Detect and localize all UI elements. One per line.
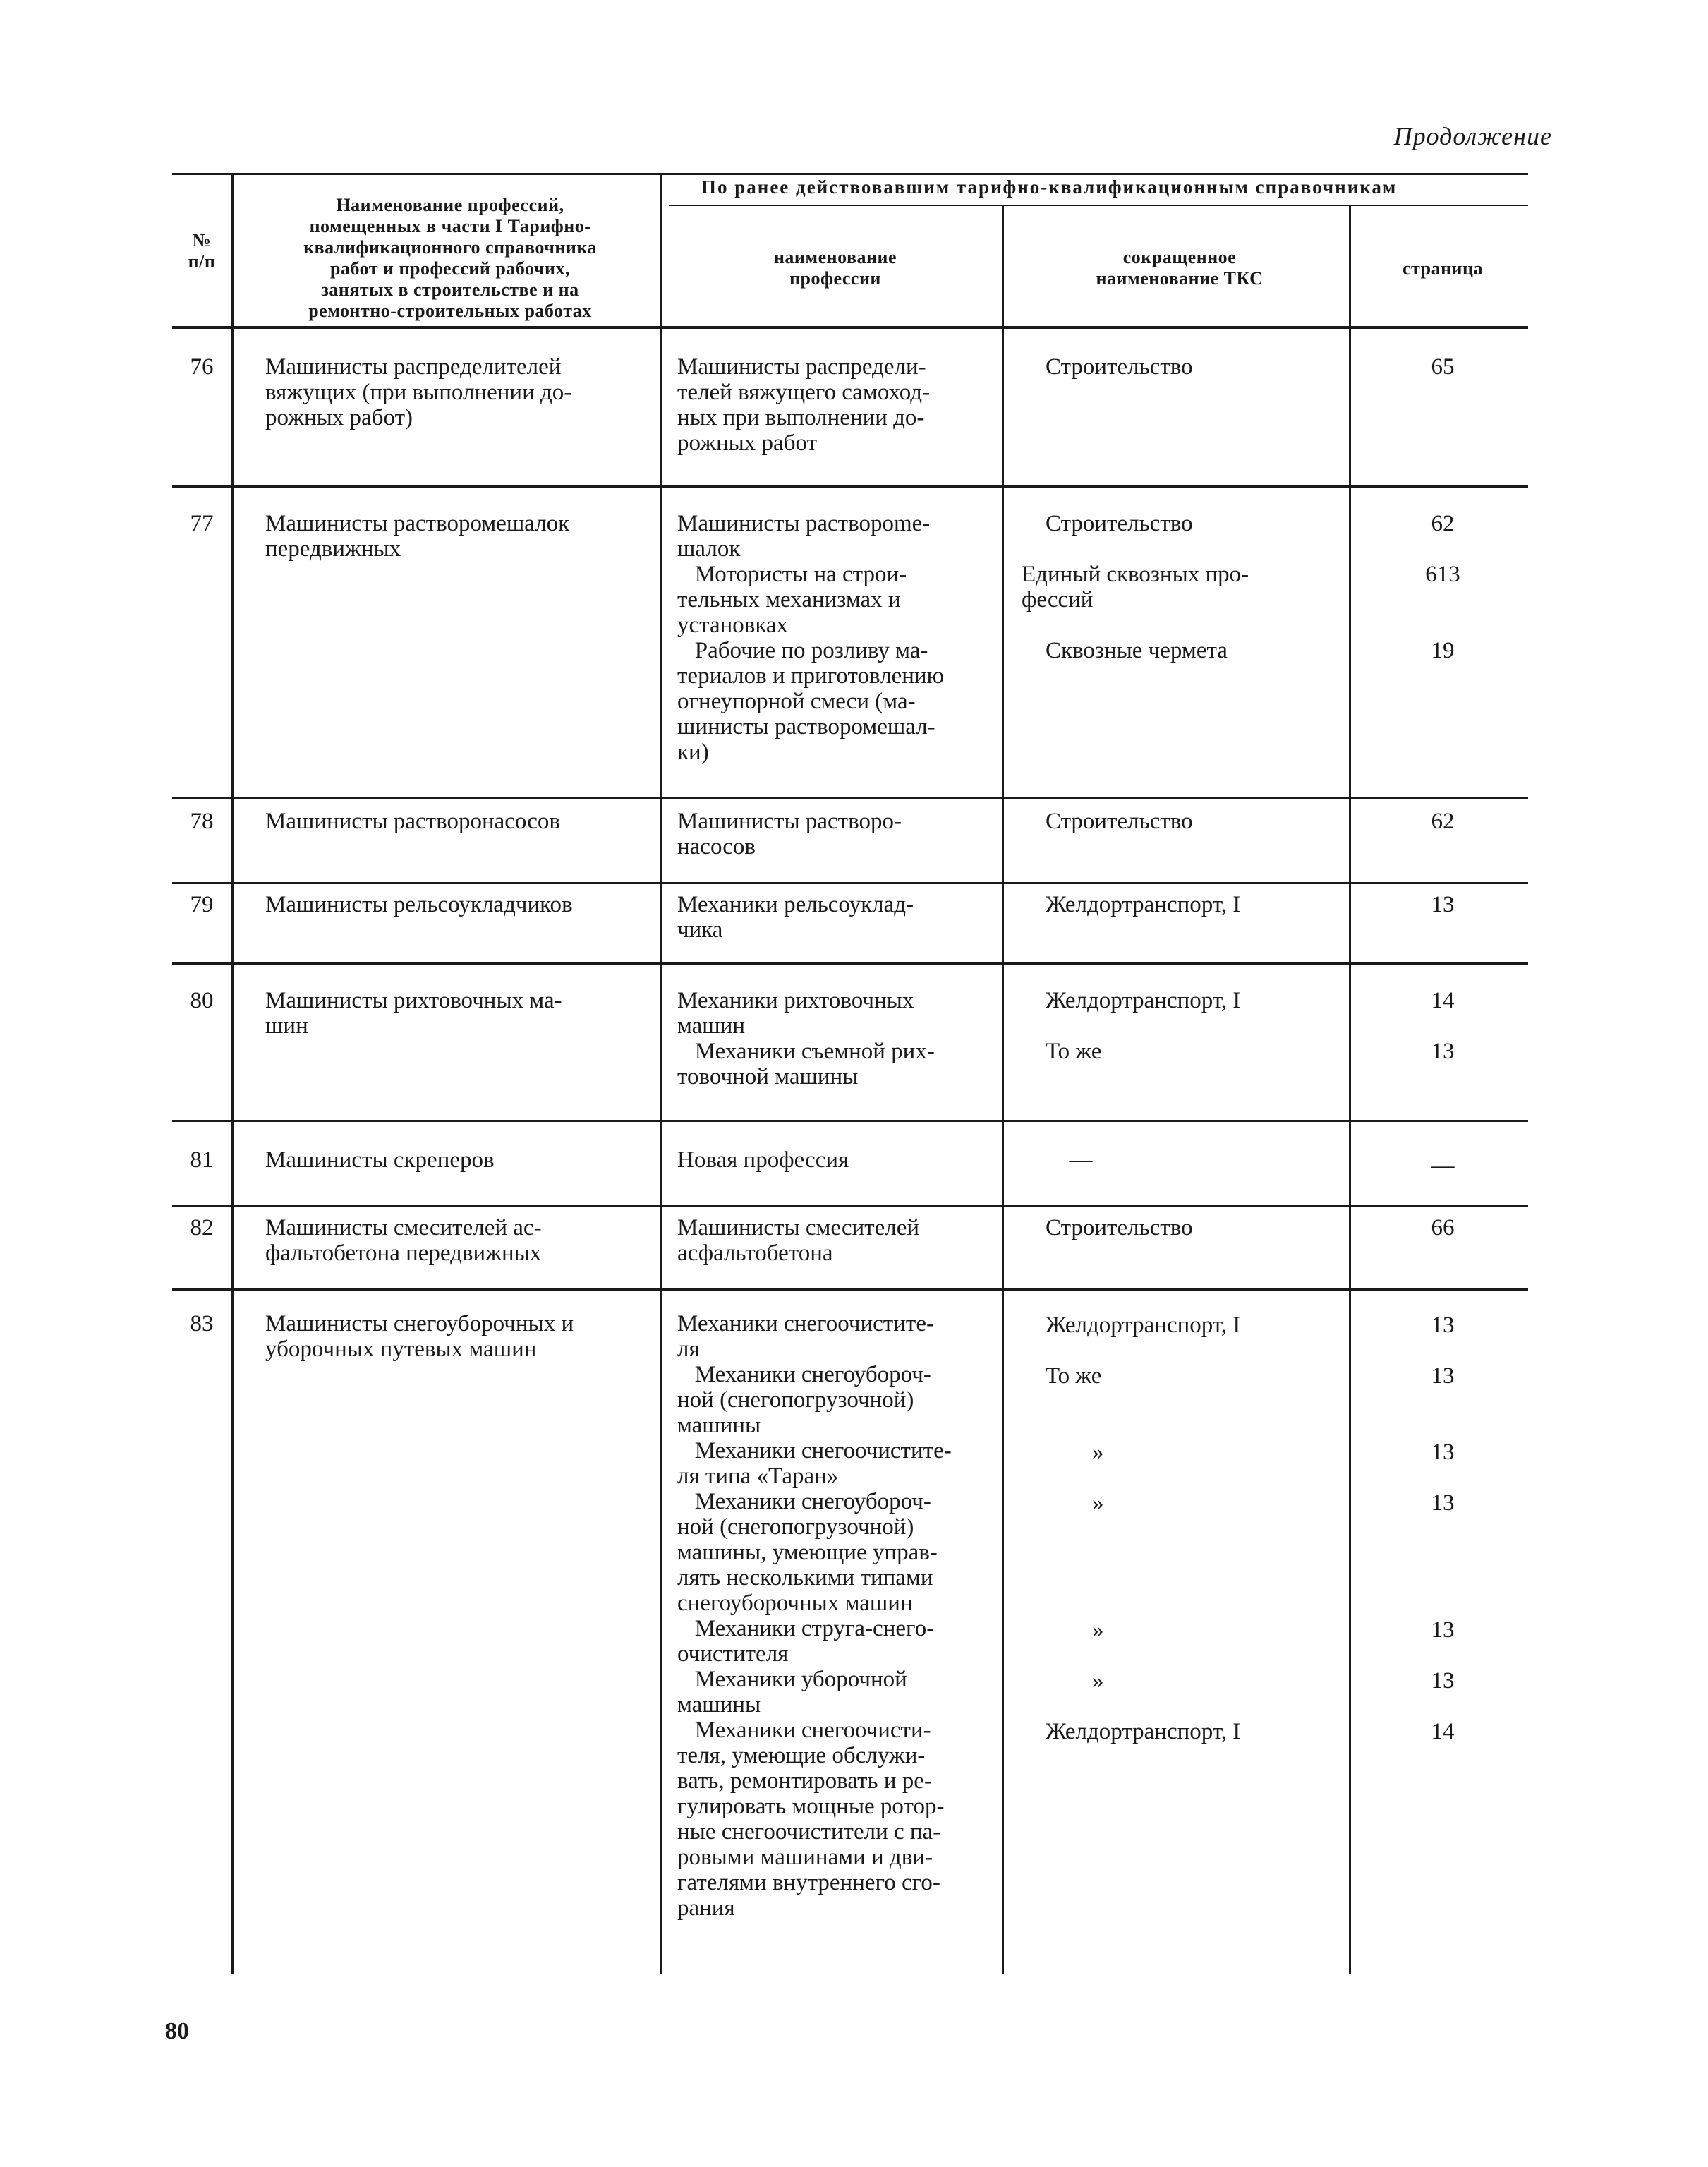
row-tks: То же [1046,1039,1102,1064]
row-name: Машинисты рихтовочных ма- шин [265,988,562,1039]
row-page: 65 [1431,354,1455,380]
row-number: 82 [190,1215,214,1241]
row-page: 13 [1431,1668,1455,1694]
column-rule [1002,205,1004,1974]
row-number: 77 [190,511,214,536]
table-top-rule [172,173,1528,175]
row-page: 62 [1431,511,1455,536]
header-no-text: № п/п [188,230,216,272]
row-tks: Строительство [1046,1215,1193,1241]
row-profession: Машинисты растворome- шалок Мотористы на строи- тельных механизмах и установках Рабочие по розливу ма- териалов и приготовлению огнеупорной смеси (ма- шинисты растворомешал- ки) [677,511,945,765]
row-page: 13 [1431,1312,1455,1338]
header-page: страница [1402,258,1484,279]
row-tks: » [1092,1617,1104,1643]
row-page: 19 [1431,638,1455,663]
row-tks: Желдортранспорт, I [1046,1719,1241,1744]
row-divider [172,1205,1528,1207]
row-profession: Новая профессия [677,1147,849,1173]
row-tks: Желдортранспорт, I [1046,1312,1241,1338]
row-tks: Желдортранспорт, I [1046,988,1241,1013]
row-tks: » [1092,1439,1104,1465]
continuation-label: Продолжение [1393,122,1552,150]
row-tks: Желдортранспорт, I [1046,892,1241,917]
header-prior-reference: По ранее действовавшим тарифно-квалификационным справочникам [701,176,1398,198]
row-tks: Строительство [1046,809,1193,834]
row-number: 81 [190,1147,214,1173]
row-divider [172,797,1528,799]
row-number: 78 [190,809,214,834]
header-profession: наименование профессии [773,247,897,289]
row-page: 14 [1431,988,1455,1013]
column-rule [1349,205,1351,1974]
row-profession: Машинисты распредели- телей вяжущего самоход- ных при выполнении до- рожных работ [677,354,931,456]
row-divider [172,962,1528,965]
row-name: Машинисты распределителей вяжущих (при выполнении до- рожных работ) [265,354,572,430]
row-profession: Механики рельсоуклад- чика [677,892,914,943]
row-divider [172,1288,1528,1291]
row-number: 80 [190,988,214,1013]
row-number: 83 [190,1311,214,1336]
row-tks: Единый сквозных про- фессий [1022,562,1249,612]
header-split-rule [669,205,1528,206]
row-tks: » [1092,1668,1104,1694]
row-name: Машинисты растворонасосов [265,809,560,834]
row-name: Машинисты снегоуборочных и уборочных путевых машин [265,1311,574,1362]
header-no [172,230,231,272]
row-number: 79 [190,892,214,917]
row-page: — [1431,1153,1455,1178]
row-divider [172,1120,1528,1122]
row-profession: Механики снегоочистите- ля Механики снегоубороч- ной (снегопогрузочной) машины Механики снегоочистите- ля типа «Таран» Механики снегоубороч- ной (снегопогрузочной) машины, умеющие управ- лять несколькими типами снегоуборочных машин Механики струга-снего- очистителя Механики уборочной машины Механики снегоочисти- теля, умеющие обслужи- вать, ремонтировать и ре- гулировать мощные ротор- ные снегоочистители с па- ровыми машинами и дви- гателями внутреннего сго- рания [677,1311,952,1921]
header-name: Наименование профессий, помещенных в части I Тарифно- квалификационного справочника работ и профессий рабочих, занятых в строительстве и на ремонтно-строительных работах [303,195,597,321]
row-tks: Строительство [1046,511,1193,536]
row-profession: Механики рихтовочных машин Механики съемной рих- товочной машины [677,988,935,1089]
row-profession: Машинисты смесителей асфальтобетона [677,1215,920,1266]
row-name: Машинисты растворомешалок передвижных [265,511,570,562]
row-page: 13 [1431,1617,1455,1643]
column-rule [660,175,662,1974]
row-divider [172,485,1528,488]
row-tks: Строительство [1046,354,1193,380]
row-tks: — [1069,1147,1093,1173]
row-tks: » [1092,1490,1104,1516]
row-divider [172,882,1528,884]
row-tks: То же [1046,1363,1102,1389]
row-name: Машинисты рельсоукладчиков [265,892,573,917]
row-page: 613 [1425,562,1460,587]
header-tks: сокращенное наименование ТКС [1096,247,1264,289]
row-tks: Сквозные чермета [1046,638,1228,663]
row-name: Машинисты скреперов [265,1147,495,1173]
row-page: 14 [1431,1719,1455,1744]
page-number: 80 [165,2018,189,2044]
header-bottom-rule [172,326,1528,329]
column-rule [231,175,234,1974]
row-page: 13 [1431,1439,1455,1465]
row-name: Машинисты смесителей ас- фальтобетона передвижных [265,1215,542,1266]
row-page: 13 [1431,1039,1455,1064]
row-page: 13 [1431,1363,1455,1389]
row-page: 62 [1431,809,1455,834]
row-page: 66 [1431,1215,1455,1241]
row-page: 13 [1431,892,1455,917]
row-number: 76 [190,354,214,380]
row-page: 13 [1431,1490,1455,1516]
row-profession: Машинисты растворо- насосов [677,809,902,859]
